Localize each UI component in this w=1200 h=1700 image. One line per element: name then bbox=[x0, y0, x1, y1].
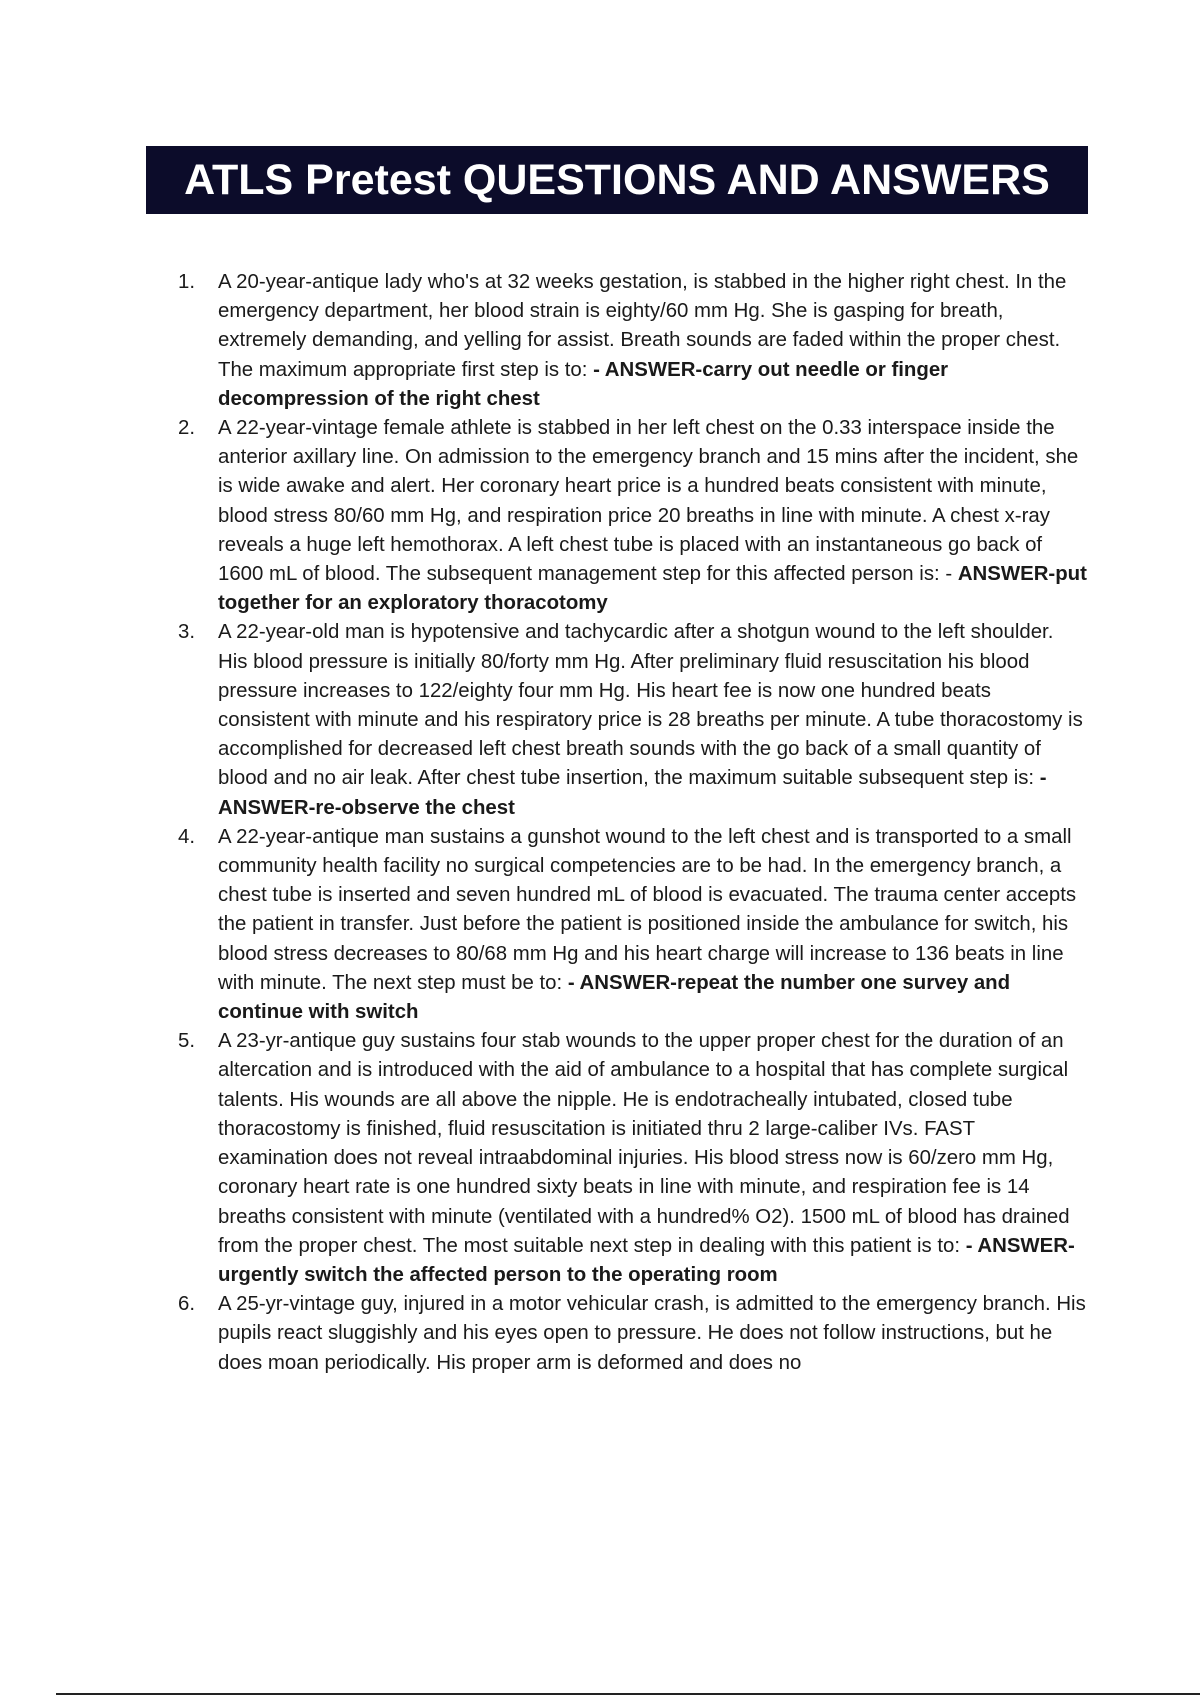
question-number: 3. bbox=[178, 621, 196, 644]
question-number: 1. bbox=[178, 271, 196, 293]
question-text: A 22-year-old man is hypotensive and tachycardic after a shotgun wound to the left shoulder. His blood pressure is initially 80/forty mm Hg. After preliminary fluid resuscitation his blood pressure increases to 122/eighty four mm Hg. His heart fee is now one hundred beats consistent with minute and his respiratory price is 28 breaths per minute. A tube thoracostomy is accomplished for decreased left chest breath sounds with the go back of a small quantity of blood and no air leak. After chest tube insertion, the maximum suitable subsequent step is: bbox=[218, 621, 1083, 790]
question-item bbox=[178, 268, 1088, 414]
question-text: A 23-yr-antique guy sustains four stab wounds to the upper proper chest for the duration of an altercation and is introduced with the aid of ambulance to a hospital that has complete surgical talents. His wounds are all above the nipple. He is endotracheally intubated, closed tube thoracostomy is finished, fluid resuscitation is initiated thru 2 large-caliber IVs. FAST examination does not reveal intraabdominal injuries. His blood stress now is 60/zero mm Hg, coronary heart rate is one hundred sixty beats in line with minute, and respiration fee is 14 breaths consistent with minute (ventilated with a hundred% O2). 1500 mL of blood has drained from the proper chest. The most suitable next step in dealing with this patient is to: bbox=[218, 1030, 1070, 1257]
question-item bbox=[178, 823, 1088, 1027]
answer-text: - ANSWER-carry out needle or finger decompression of the right chest bbox=[218, 358, 949, 410]
question-item bbox=[178, 414, 1088, 618]
question-item bbox=[178, 618, 1088, 822]
answer-text: ANSWER-put together for an exploratory thoracotomy bbox=[218, 563, 1087, 615]
question-number: 5. bbox=[178, 1030, 196, 1053]
question-number: 2. bbox=[178, 417, 196, 440]
question-item bbox=[178, 1027, 1088, 1290]
page-title: ATLS Pretest QUESTIONS AND ANSWERS bbox=[184, 155, 1050, 204]
answer-text: - ANSWER-re-observe the chest bbox=[218, 767, 1047, 819]
page-bottom-divider bbox=[56, 1693, 1200, 1695]
question-list bbox=[178, 268, 1088, 1378]
answer-text: - ANSWER-repeat the number one survey and continue with switch bbox=[218, 971, 1011, 1024]
question-item bbox=[178, 1290, 1088, 1378]
question-number: 6. bbox=[178, 1293, 196, 1316]
question-text: A 20-year-antique lady who's at 32 weeks gestation, is stabbed in the higher right chest. In the emergency department, her blood strain is eighty/60 mm Hg. She is gasping for breath, extremely demanding, and yelling for assist. Breath sounds are faded within the proper chest. The maximum appropriate first step is to: bbox=[218, 271, 1067, 381]
question-number: 4. bbox=[178, 825, 196, 848]
question-text: A 25-yr-vintage guy, injured in a motor vehicular crash, is admitted to the emergency branch. His pupils react sluggishly and his eyes open to pressure. He does not follow instructions, but he does moan periodically. His proper arm is deformed and does no bbox=[218, 1293, 1086, 1374]
title-banner bbox=[146, 146, 1088, 214]
answer-text: - ANSWER-urgently switch the affected person to the operating room bbox=[218, 1234, 1075, 1286]
question-text: A 22-year-vintage female athlete is stabbed in her left chest on the 0.33 interspace inside the anterior axillary line. On admission to the emergency branch and 15 mins after the incident, she is wide awake and alert. Her coronary heart price is a hundred beats consistent with minute, blood stress 80/60 mm Hg, and respiration price 20 breaths in line with minute. A chest x-ray reveals a huge left hemothorax. A left chest tube is placed with an instantaneous go back of 1600 mL of blood. The subsequent management step for this affected person is: - bbox=[218, 417, 1079, 586]
question-text: A 22-year-antique man sustains a gunshot wound to the left chest and is transported to a small community health facility no surgical competencies are to be had. In the emergency branch, a chest tube is inserted and seven hundred mL of blood is evacuated. The trauma center accepts the patient in transfer. Just before the patient is positioned inside the ambulance for switch, his blood stress decreases to 80/68 mm Hg and his heart charge will increase to 136 beats in line with minute. The next step must be to: bbox=[218, 825, 1077, 994]
